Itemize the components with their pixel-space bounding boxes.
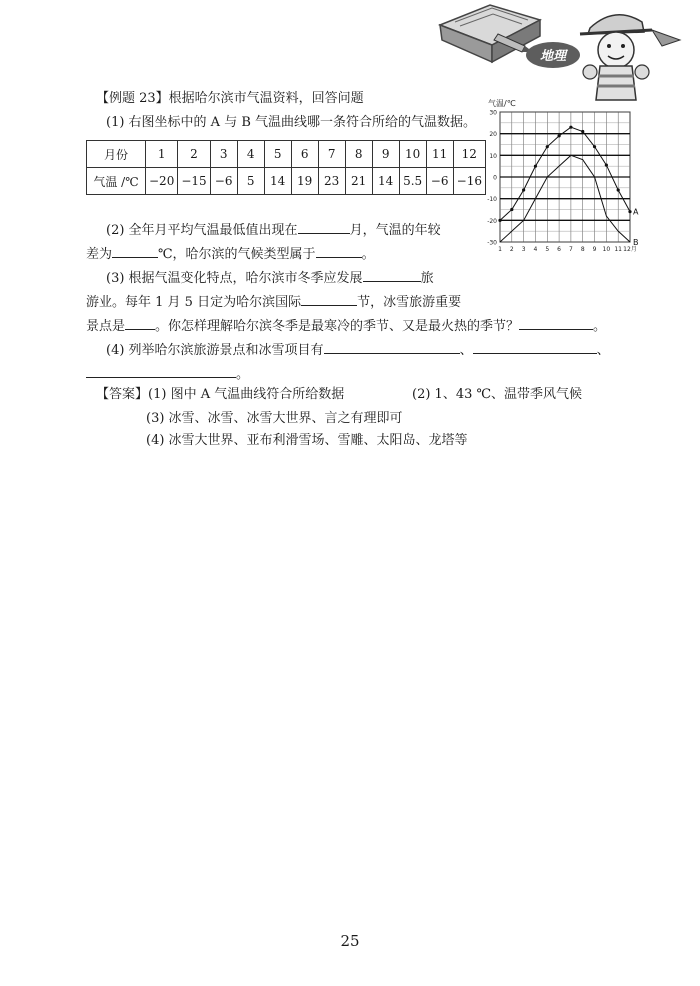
month-cell: 10 xyxy=(399,141,426,168)
x-tick-label: 5 xyxy=(545,246,550,253)
x-tick-label: 11 xyxy=(614,246,623,253)
temperature-cell: 5.5 xyxy=(399,168,426,195)
series-line-A xyxy=(500,127,630,220)
question-2-text: (2) 全年月平均气温最低值出现在 xyxy=(106,223,298,238)
answer-blank[interactable] xyxy=(86,364,236,378)
answer-blank[interactable] xyxy=(363,268,421,282)
answer-blank[interactable] xyxy=(125,316,155,330)
x-tick-label: 1 xyxy=(498,246,502,253)
answer-blank[interactable] xyxy=(473,340,597,354)
x-tick-label: 7 xyxy=(568,246,573,253)
page-number: 25 xyxy=(340,932,360,950)
temperature-cell: 19 xyxy=(291,168,318,195)
month-cell: 8 xyxy=(345,141,372,168)
header-decoration xyxy=(430,0,700,110)
y-tick-label: 10 xyxy=(489,152,497,160)
y-tick-labels xyxy=(487,110,497,247)
question-3-text: 。 xyxy=(593,319,607,334)
answer-blank[interactable] xyxy=(324,340,460,354)
question-4-text: (4) 列举哈尔滨旅游景点和冰雪项目有 xyxy=(106,343,324,358)
temperature-table xyxy=(86,140,486,195)
data-point xyxy=(534,165,537,168)
y-tick-label: -20 xyxy=(487,217,497,225)
answer-blank[interactable] xyxy=(316,244,362,258)
question-4-line-1 xyxy=(106,340,610,359)
question-3-line-3 xyxy=(86,316,606,335)
data-point xyxy=(628,210,631,213)
question-1: (1) 右图坐标中的 A 与 B 气温曲线哪一条符合所给的气温数据。 xyxy=(106,115,477,130)
month-cell: 3 xyxy=(210,141,237,168)
data-point xyxy=(557,134,560,137)
question-3-text: 。你怎样理解哈尔滨冬季是最寒冷的季节、又是最火热的季节？ xyxy=(155,319,520,334)
x-tick-label: 4 xyxy=(533,246,538,253)
y-tick-label: 20 xyxy=(489,131,497,139)
question-4-text: 、 xyxy=(596,343,610,358)
temperature-cell: −6 xyxy=(210,168,237,195)
data-point xyxy=(569,126,572,129)
answer-1: (1) 图中 A 气温曲线符合所给数据 xyxy=(148,387,345,402)
question-2-line-1 xyxy=(106,220,441,239)
data-point xyxy=(546,145,549,148)
question-4-text: 。 xyxy=(236,367,250,382)
question-4-line-2 xyxy=(86,364,249,383)
x-tick-label: 8 xyxy=(580,246,585,253)
answer-3: (3) 冰雪、冰雪、冰雪大世界、言之有理即可 xyxy=(146,411,403,426)
x-tick-label: 2 xyxy=(509,246,514,253)
question-4-text: 、 xyxy=(459,343,473,358)
temperature-cell: −6 xyxy=(426,168,453,195)
answer-blank[interactable] xyxy=(298,220,350,234)
answer-blank[interactable] xyxy=(519,316,593,330)
data-point xyxy=(605,163,608,166)
data-point xyxy=(522,188,525,191)
x-tick-label: 3 xyxy=(521,246,526,253)
question-2-text: ℃，哈尔滨的气候类型属于 xyxy=(158,247,316,262)
question-3-text: 旅 xyxy=(420,271,434,286)
month-cell: 7 xyxy=(318,141,345,168)
question-3-text: 游业。每年 1 月 5 日定为哈尔滨国际 xyxy=(86,295,302,310)
temperature-chart xyxy=(484,96,644,258)
question-2-text: 。 xyxy=(361,247,375,262)
series-label: A xyxy=(633,207,639,217)
temperature-cell: 21 xyxy=(345,168,372,195)
question-3-line-2 xyxy=(86,292,461,311)
temperature-row xyxy=(87,168,486,195)
data-point xyxy=(510,208,513,211)
answer-blank[interactable] xyxy=(112,244,158,258)
subject-badge-text: 地理 xyxy=(539,49,567,64)
x-tick-label: 6 xyxy=(557,246,562,253)
series-label: B xyxy=(633,238,639,247)
temperature-cell: −20 xyxy=(146,168,178,195)
temperature-header: 气温 /℃ xyxy=(87,168,146,195)
x-tick-label: 10 xyxy=(602,246,611,253)
data-point xyxy=(581,130,584,133)
temperature-cell: 23 xyxy=(318,168,345,195)
month-cell: 1 xyxy=(146,141,178,168)
answer-label: 【答案】 xyxy=(96,387,149,402)
data-point xyxy=(617,188,620,191)
data-point xyxy=(498,219,501,222)
month-row xyxy=(87,141,486,168)
subject-badge xyxy=(526,42,580,68)
chart-series xyxy=(498,126,639,247)
answer-4: (4) 冰雪大世界、亚布利滑雪场、雪雕、太阳岛、龙塔等 xyxy=(146,433,468,448)
cartoon-kid-icon xyxy=(580,15,680,100)
answer-blank[interactable] xyxy=(301,292,357,306)
x-tick-labels xyxy=(498,245,637,253)
temperature-cell: 14 xyxy=(264,168,291,195)
x-tick-label: 12月 xyxy=(623,246,637,253)
month-cell: 11 xyxy=(426,141,453,168)
month-cell: 6 xyxy=(291,141,318,168)
question-2-text: 差为 xyxy=(86,247,113,262)
temperature-cell: −16 xyxy=(453,168,485,195)
y-tick-label: -10 xyxy=(487,196,497,204)
question-2-line-2 xyxy=(86,244,375,263)
month-cell: 5 xyxy=(264,141,291,168)
month-cell: 2 xyxy=(178,141,210,168)
book-illustration xyxy=(440,5,540,62)
y-tick-label: -30 xyxy=(487,239,497,247)
question-3-text: (3) 根据气温变化特点，哈尔滨市冬季应发展 xyxy=(106,271,363,286)
month-cell: 12 xyxy=(453,141,485,168)
temperature-cell: 5 xyxy=(237,168,264,195)
y-axis-label: 气温/℃ xyxy=(488,99,516,108)
example-title: 【例题 23】根据哈尔滨市气温资料，回答问题 xyxy=(96,91,364,106)
month-header: 月份 xyxy=(87,141,146,168)
temperature-cell: 14 xyxy=(372,168,399,195)
temperature-cell: −15 xyxy=(178,168,210,195)
question-3-line-1 xyxy=(106,268,434,287)
question-3-text: 景点是 xyxy=(86,319,126,334)
y-tick-label: 30 xyxy=(489,109,497,117)
answer-line-1 xyxy=(96,386,344,403)
data-point xyxy=(593,145,596,148)
y-tick-label: 0 xyxy=(493,174,497,182)
answer-2: (2) 1、43 ℃、温带季风气候 xyxy=(412,387,583,402)
month-cell: 4 xyxy=(237,141,264,168)
month-cell: 9 xyxy=(372,141,399,168)
question-3-text: 节，冰雪旅游重要 xyxy=(357,295,462,310)
x-tick-label: 9 xyxy=(592,246,597,253)
question-2-text: 月，气温的年较 xyxy=(349,223,441,238)
